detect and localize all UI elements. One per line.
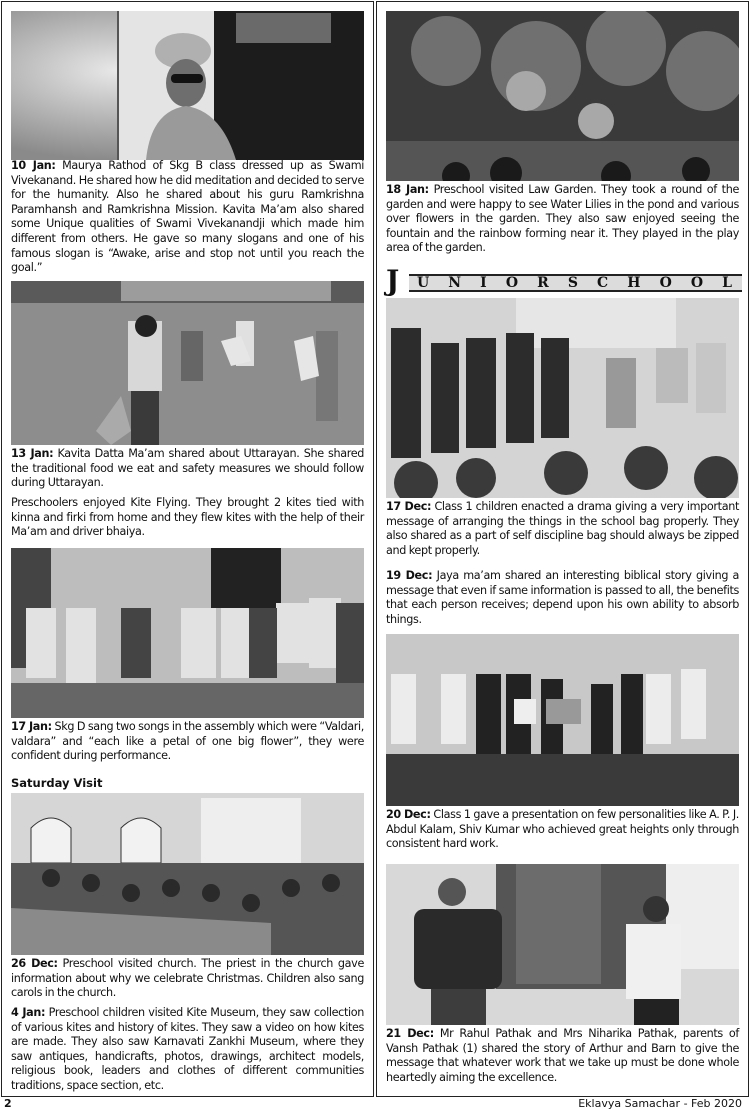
item-17-dec [386, 500, 739, 558]
photo-parents-storytelling [386, 864, 739, 1025]
item-date: 4 Jan: [11, 1006, 46, 1019]
item-date: 19 Dec: [386, 569, 433, 582]
item-text: Preschool visited church. The priest in the church gave information about why we celebrate Christmas. Children also sang carols in the church. [11, 957, 364, 1000]
photo-skg-d-assembly [11, 548, 364, 718]
item-date: 10 Jan: [11, 159, 56, 172]
item-date: 20 Dec: [386, 808, 431, 821]
heading-letter: O [690, 275, 704, 291]
item-26-dec [11, 957, 364, 1001]
photo-class1-presentation [386, 634, 739, 806]
item-date: 18 Jan: [386, 183, 429, 196]
item-text: Jaya ma’am shared an interesting biblical story giving a message that even if same information is passed to all, the benefits that each person receives; depend upon his own ability to absorb things. [386, 569, 739, 626]
item-10-jan [11, 159, 364, 276]
heading-initial: J [386, 264, 400, 297]
item-date: 21 Dec: [386, 1027, 434, 1040]
item-17-jan [11, 720, 364, 764]
item-text: Preschoolers enjoyed Kite Flying. They brought 2 kites tied with kinna and firki from home and they flew kites with the help of their Ma’am and driver bhaiya. [11, 496, 364, 539]
item-text: Preschool children visited Kite Museum, they saw collection of various kites and history of kites. They saw a video on how kites are made. They also saw Karnavati Zankhi Museum, where they saw antiques, handicrafts, photos, drawings, architect models, religious book, leaders and clothes of different communities traditions, space section, etc. [11, 1006, 365, 1092]
heading-letter: R [537, 275, 549, 291]
item-date: 26 Dec: [11, 957, 58, 970]
publication-footer: Eklavya Samachar - Feb 2020 [578, 1097, 742, 1110]
item-20-dec [386, 808, 739, 852]
page-number: 2 [4, 1097, 12, 1110]
item-19-dec [386, 569, 739, 627]
item-text: Class 1 children enacted a drama giving a very important message of arranging the things in the school bag properly. They also shared as a part of self discipline bag should always be zipped and kept properly. [386, 500, 739, 557]
item-kite-flying [11, 496, 364, 540]
heading-letter: I [480, 275, 487, 291]
item-date: 17 Dec: [386, 500, 432, 513]
heading-letter: O [659, 275, 672, 291]
junior-school-heading [386, 264, 740, 297]
heading-letter: U [417, 275, 430, 291]
photo-kite-flying [11, 281, 364, 445]
item-4-jan [11, 1006, 364, 1094]
item-text: Kavita Datta Ma’am shared about Uttarayan. She shared the traditional food we eat and safety measures we should follow during Uttarayan. [11, 447, 364, 490]
item-date: 17 Jan: [11, 720, 52, 733]
heading-letter: N [448, 275, 462, 291]
item-text: Preschool visited Law Garden. They took a round of the garden and were happy to see Water Lilies in the pond and various over flowers in the garden. They also saw enjoyed seeing the fountain and the rainbow forming near it. They played in the play area of the garden. [386, 183, 739, 255]
item-text: Maurya Rathod of Skg B class dressed up as Swami Vivekanand. He shared how he did meditation and decided to serve for the humanity. Also he shared about his guru Ramkrishna Paramhansh and Ramkrishna Mission. Kavita Ma’am also shared some Unique qualities of Swami Vivekanandji which made him different from others. He gave so many slogans and one of his famous slogan is “Awake, arise and stop not until you reach the goal.” [11, 159, 364, 275]
heading-letter: S [567, 275, 578, 291]
item-text: Skg D sang two songs in the assembly which were “Valdari, valdara” and “each like a petal of one big flower”, they were confident during performance. [11, 720, 364, 763]
heading-letter: H [627, 275, 641, 291]
photo-swami-vivekanand-costume [11, 11, 364, 160]
heading-letter: O [505, 275, 519, 291]
item-13-jan [11, 447, 364, 491]
heading-bar [409, 274, 742, 292]
photo-class1-drama [386, 298, 739, 498]
heading-letter: C [597, 275, 609, 291]
item-text: Class 1 gave a presentation on few personalities like A. P. J. Abdul Kalam, Shiv Kumar who achieved great heights only through consistent hard work. [386, 808, 739, 851]
item-18-jan [386, 183, 739, 256]
saturday-visit-subheading: Saturday Visit [11, 776, 103, 790]
photo-church-visit [11, 793, 364, 955]
photo-law-garden [386, 11, 739, 181]
item-text: Mr Rahul Pathak and Mrs Niharika Pathak, parents of Vansh Pathak (1) shared the story of Arthur and Barn to give the message that whatever work that we take up must be done whole heartedly aiming the excellence. [386, 1027, 739, 1084]
heading-letter: L [722, 275, 732, 291]
item-date: 13 Jan: [11, 447, 54, 460]
item-21-dec [386, 1027, 739, 1085]
